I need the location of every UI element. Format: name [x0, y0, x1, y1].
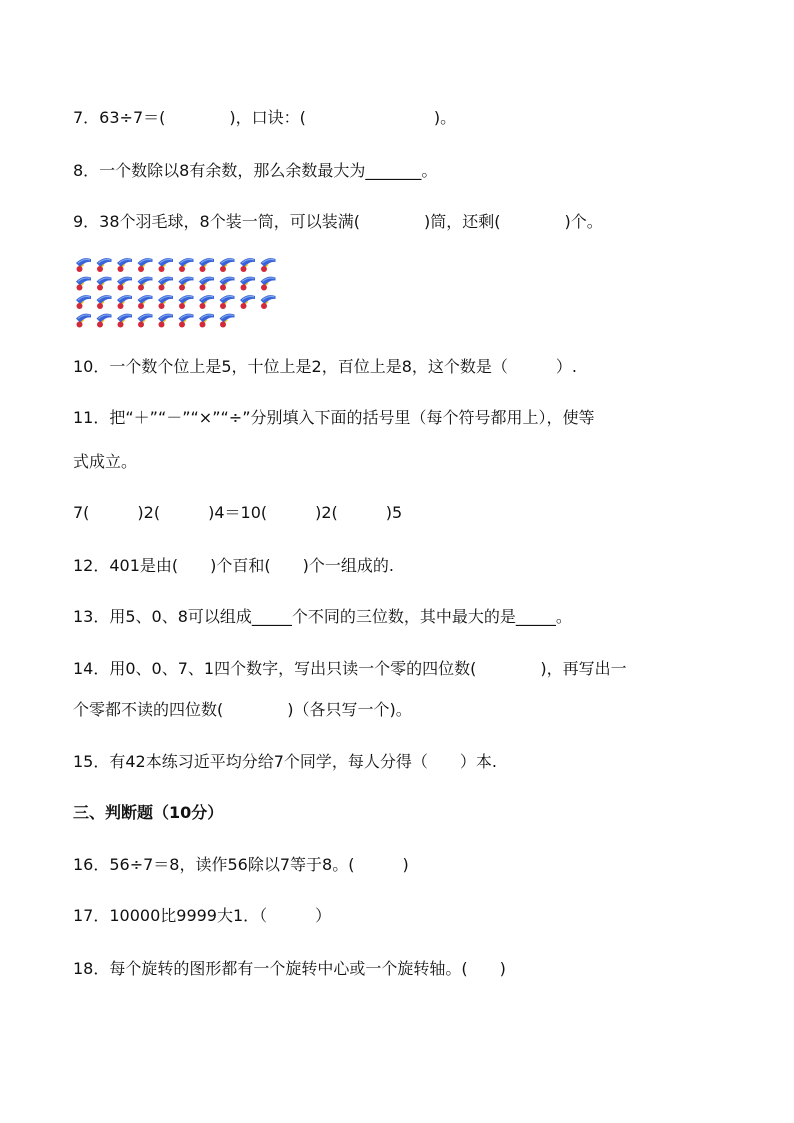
shuttlecock-icon — [138, 277, 153, 291]
shuttlecock-icon — [240, 277, 255, 291]
shuttlecock-icon — [158, 258, 173, 272]
question-14-line-1: 14．用0、0、7、1四个数字，写出只读一个零的四位数( )，再写出一 — [73, 659, 627, 678]
shuttlecock-icon — [199, 295, 214, 309]
shuttlecock-icon — [76, 314, 91, 328]
shuttlecock-icon — [97, 314, 112, 328]
shuttlecock-icon — [138, 295, 153, 309]
shuttlecock-icon — [220, 314, 235, 328]
shuttlecock-picture — [72, 256, 282, 332]
shuttlecock-icon — [220, 258, 235, 272]
question-14-line-2: 个零都不读的四位数( )（各只写一个)。 — [73, 700, 412, 719]
shuttlecock-icon — [97, 295, 112, 309]
shuttlecock-icon — [97, 277, 112, 291]
shuttlecock-icon — [179, 277, 194, 291]
shuttlecock-icon — [261, 295, 276, 309]
question-13: 13．用5、0、8可以组成_____个不同的三位数，其中最大的是_____。 — [73, 607, 572, 626]
shuttlecock-icon — [117, 314, 132, 328]
shuttlecock-icon — [240, 295, 255, 309]
shuttlecock-icon — [179, 314, 194, 328]
shuttlecock-icon — [240, 258, 255, 272]
question-17: 17．10000比9999大1．（ ） — [73, 906, 332, 925]
shuttlecock-icon — [261, 277, 276, 291]
question-10: 10．一个数个位上是5，十位上是2，百位上是8，这个数是（ ）. — [73, 357, 577, 376]
shuttlecock-icon — [138, 314, 153, 328]
shuttlecock-icon — [199, 277, 214, 291]
question-7: 7．63÷7＝( )，口诀：( )。 — [73, 108, 457, 127]
shuttlecock-icon — [76, 258, 91, 272]
shuttlecock-icon — [158, 295, 173, 309]
shuttlecock-icon — [261, 258, 276, 272]
section-3-heading: 三、判断题（10分） — [73, 803, 224, 822]
shuttlecock-icon — [158, 314, 173, 328]
shuttlecock-icon — [179, 295, 194, 309]
question-11-line-2: 式成立。 — [73, 452, 138, 471]
question-12: 12．401是由( )个百和( )个一组成的. — [73, 556, 394, 575]
shuttlecock-icon — [179, 258, 194, 272]
shuttlecock-icon — [117, 295, 132, 309]
shuttlecock-icon — [97, 258, 112, 272]
shuttlecock-icon — [220, 277, 235, 291]
question-8: 8．一个数除以8有余数，那么余数最大为_______。 — [73, 161, 438, 180]
shuttlecock-icon — [220, 295, 235, 309]
shuttlecock-icon — [199, 258, 214, 272]
question-9: 9．38个羽毛球，8个装一筒，可以装满( )筒，还剩( )个。 — [73, 212, 603, 231]
question-11-line-1: 11．把“＋”“－”“×”“÷”分别填入下面的括号里（每个符号都用上），使等 — [73, 408, 595, 427]
shuttlecock-icon — [117, 277, 132, 291]
shuttlecock-grid — [72, 256, 282, 332]
question-16: 16．56÷7＝8，读作56除以7等于8。( ) — [73, 855, 409, 874]
question-11-equation: 7( )2( )4＝10( )2( )5 — [73, 503, 403, 522]
question-15: 15．有42本练习近平均分给7个同学，每人分得（ ）本. — [73, 752, 497, 771]
shuttlecock-icon — [158, 277, 173, 291]
question-18: 18．每个旋转的图形都有一个旋转中心或一个旋转轴。( ) — [73, 959, 506, 978]
shuttlecock-icon — [117, 258, 132, 272]
shuttlecock-icon — [76, 277, 91, 291]
shuttlecock-icon — [76, 295, 91, 309]
shuttlecock-icon — [138, 258, 153, 272]
shuttlecock-icon — [199, 314, 214, 328]
